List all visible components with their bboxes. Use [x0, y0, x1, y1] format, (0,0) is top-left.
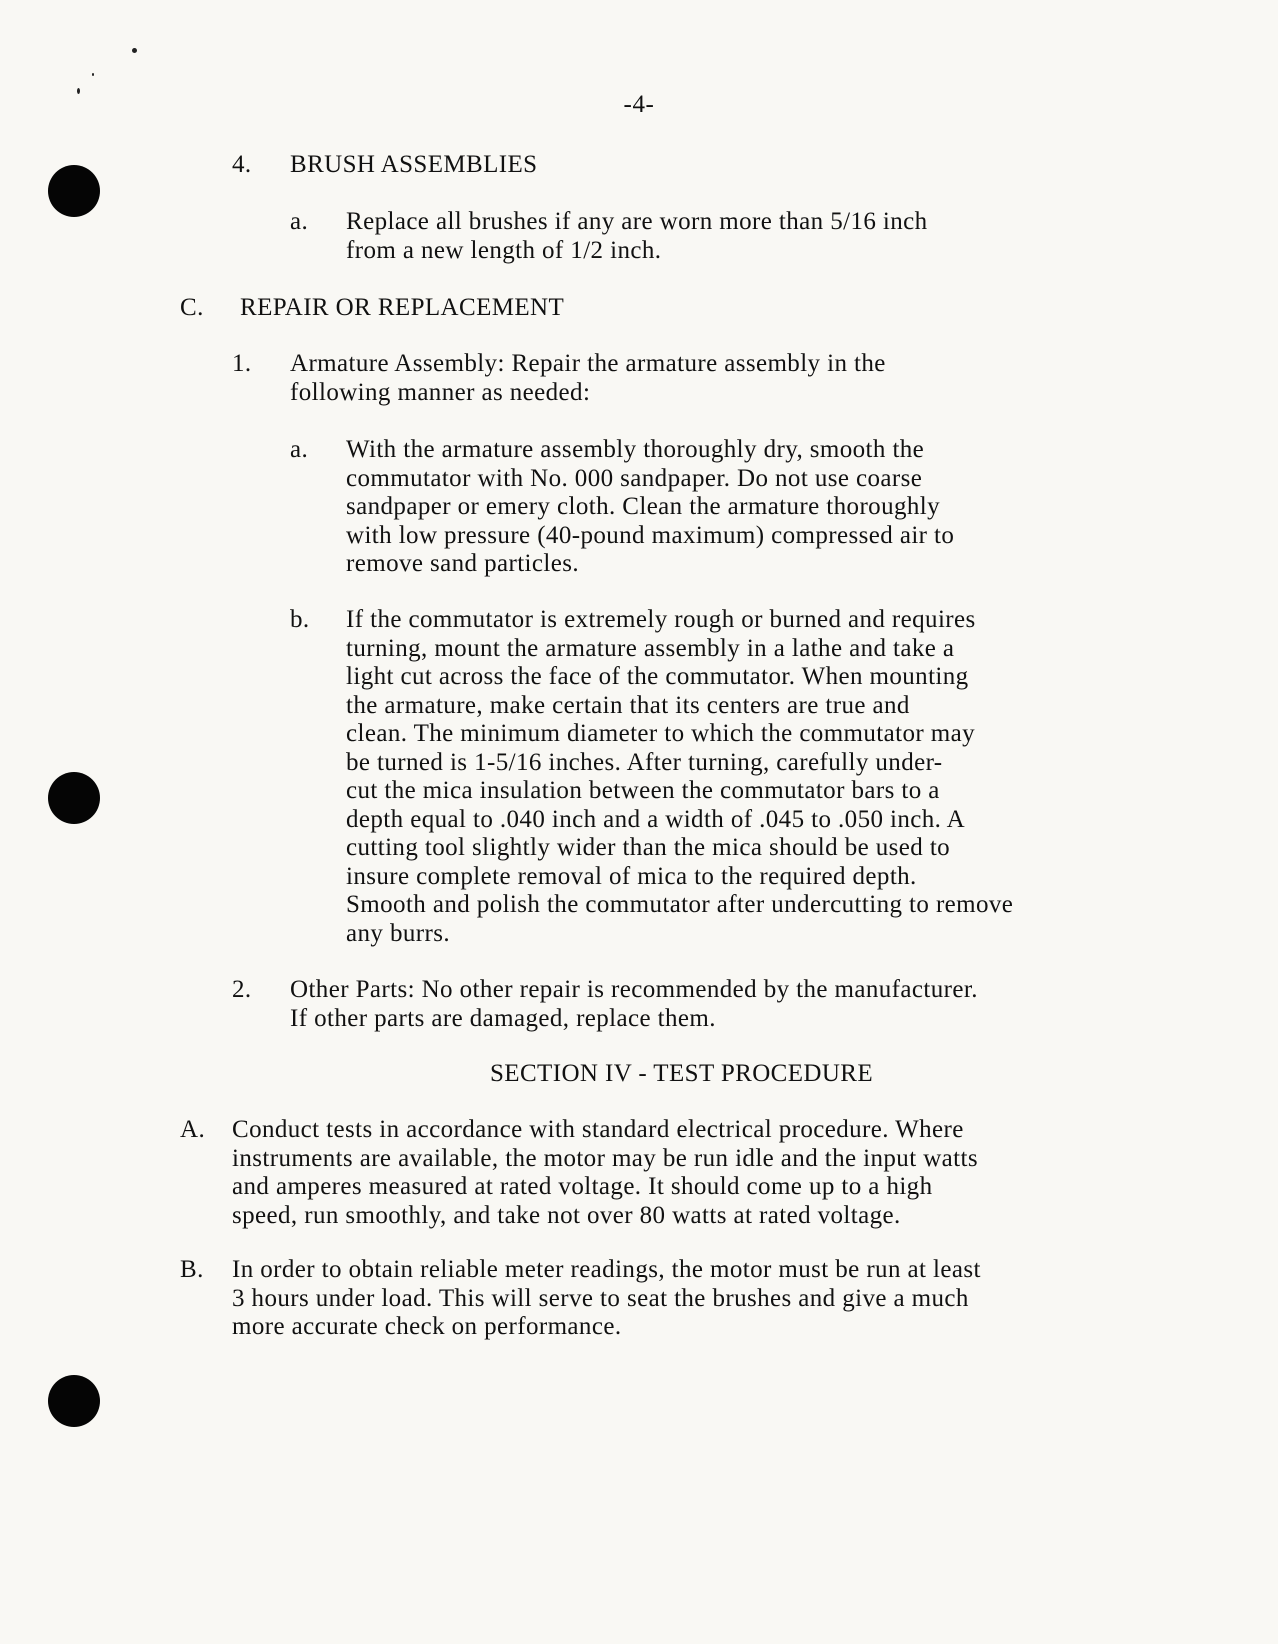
scan-speck — [132, 48, 137, 53]
item-number: 2. — [232, 976, 252, 1003]
page-number: -4- — [623, 91, 655, 118]
section-letter: C. — [180, 294, 204, 321]
item-number: 1. — [232, 350, 252, 377]
item-label: a. — [290, 208, 309, 235]
item-label: b. — [290, 606, 310, 633]
item-text: Replace all brushes if any are worn more than 5/16 inch from a new length of 1/2 inch. — [346, 208, 928, 264]
section-title: SECTION IV - TEST PROCEDURE — [490, 1060, 874, 1087]
item-text: Other Parts: No other repair is recommended by the manufacturer. If other parts are damaged, replace them. — [290, 976, 978, 1032]
item-text: With the armature assembly thoroughly dry, smooth the commutator with No. 000 sandpaper. Do not use coarse sandpaper or emery cloth. Clean the armature thoroughly with low pressure (40-pound maximum) compressed air to remove sand particles. — [346, 436, 955, 577]
section-number: 4. — [232, 151, 252, 178]
item-text: If the commutator is extremely rough or burned and requires turning, mount the armature assembly in a lathe and take a light cut across the face of the commutator. When mounting the armature, make certain that its centers are true and clean. The minimum diameter to which the commutator may be turned is 1-5/16 inches. After turning, carefully under- cut the mica insulation between the commutator bars to a depth equal to .040 inch and a width of .045 to .050 inch. A cutting tool slightly wider than the mica should be used to insure complete removal of mica to the required depth. Smooth and polish the commutator after undercutting to remove any burrs. — [346, 606, 1014, 947]
section-heading: BRUSH ASSEMBLIES — [290, 151, 538, 178]
scan-speck — [92, 73, 94, 76]
paragraph-text: In order to obtain reliable meter readings, the motor must be run at least 3 hours under load. This will serve to seat the brushes and give a much more accurate check on performance. — [232, 1256, 981, 1340]
paragraph-text: Conduct tests in accordance with standard electrical procedure. Where instruments are available, the motor may be run idle and the input watts and amperes measured at rated voltage. It should come up to a high speed, run smoothly, and take not over 80 watts at rated voltage. — [232, 1116, 978, 1229]
binder-hole-middle — [48, 772, 100, 824]
item-text: Armature Assembly: Repair the armature assembly in the following manner as needed: — [290, 350, 886, 406]
binder-hole-bottom — [48, 1375, 100, 1427]
section-heading: REPAIR OR REPLACEMENT — [240, 294, 565, 321]
binder-hole-top — [48, 165, 100, 217]
paragraph-letter: A. — [180, 1116, 206, 1143]
item-label: a. — [290, 436, 309, 463]
paragraph-letter: B. — [180, 1256, 204, 1283]
